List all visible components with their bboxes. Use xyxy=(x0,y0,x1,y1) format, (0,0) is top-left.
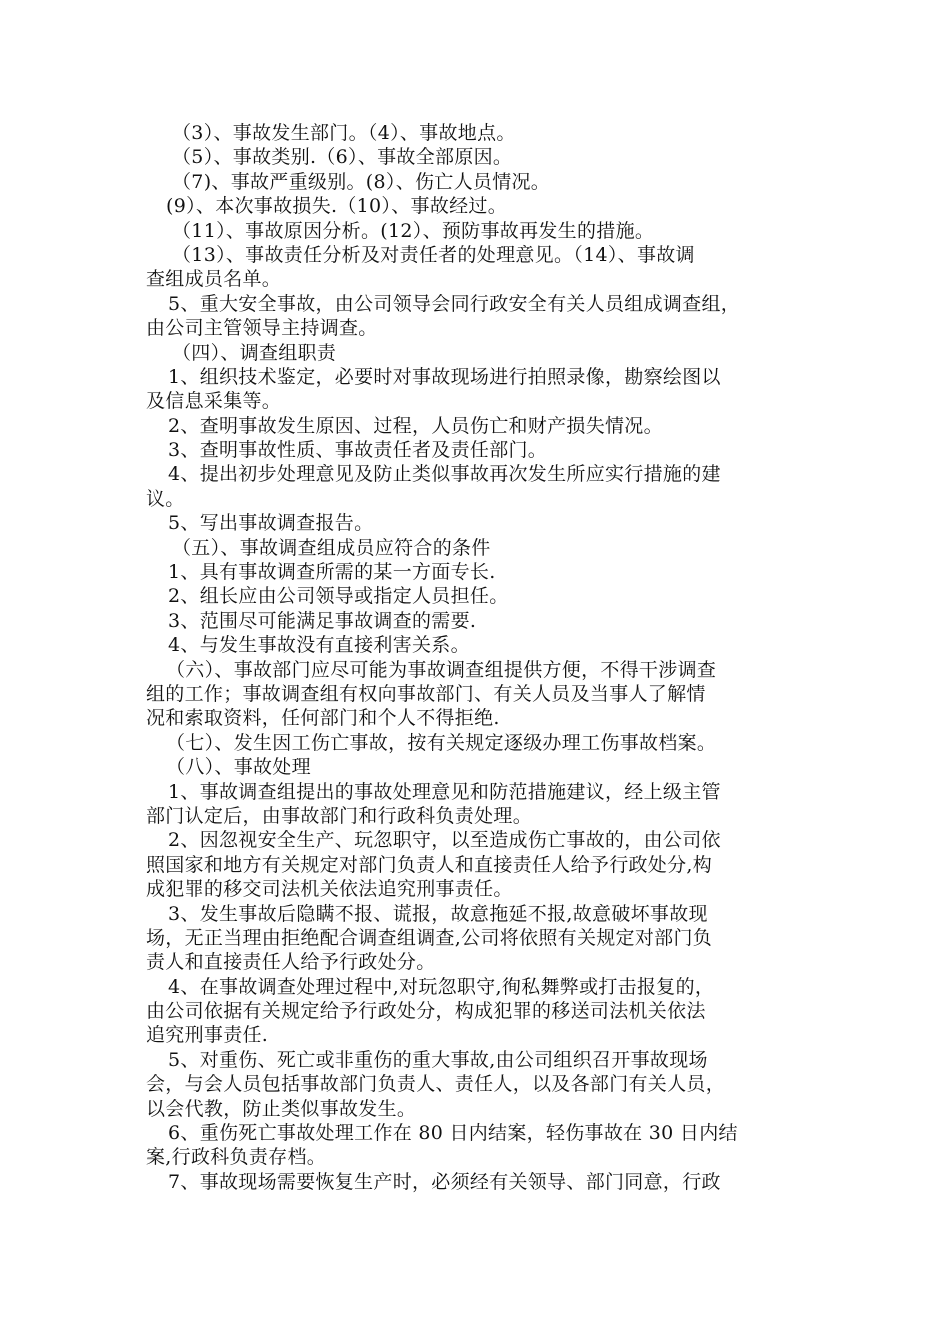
text-line: 4、提出初步处理意见及防止类似事故再次发生所应实行措施的建 xyxy=(168,463,721,486)
text-line: 5、重大安全事故，由公司领导会同行政安全有关人员组成调查组， xyxy=(168,292,741,315)
text-line: 3、范围尽可能满足事故调查的需要. xyxy=(168,609,477,632)
text-line: （13）、事故责任分析及对责任者的处理意见。（14）、事故调 xyxy=(172,243,695,266)
text-line: 查组成员名单。 xyxy=(146,268,282,291)
text-line: （七）、发生因工伤亡事故，按有关规定逐级办理工伤事故档案。 xyxy=(166,731,717,754)
text-line: 组的工作；事故调查组有权向事故部门、有关人员及当事人了解情 xyxy=(146,682,706,705)
text-line: 7、事故现场需要恢复生产时，必须经有关领导、部门同意，行政 xyxy=(168,1170,721,1193)
text-line: 4、在事故调查处理过程中,对玩忽职守,徇私舞弊或打击报复的， xyxy=(168,975,715,998)
text-line: 追究刑事责任. xyxy=(146,1024,269,1047)
text-line: 照国家和地方有关规定对部门负责人和直接责任人给予行政处分,构 xyxy=(146,853,713,876)
text-line: （八）、事故处理 xyxy=(166,756,311,779)
text-line: 议。 xyxy=(146,487,185,510)
text-line: 4、与发生事故没有直接利害关系。 xyxy=(168,634,470,657)
text-line: 成犯罪的移交司法机关依法追究刑事责任。 xyxy=(146,878,513,901)
text-line: 2、因忽视安全生产、玩忽职守，以至造成伤亡事故的，由公司依 xyxy=(168,829,721,852)
text-line: 1、事故调查组提出的事故处理意见和防范措施建议，经上级主管 xyxy=(168,780,721,803)
text-line: （3）、事故发生部门。（4）、事故地点。 xyxy=(172,122,516,144)
text-line: 2、查明事故发生原因、过程，人员伤亡和财产损失情况。 xyxy=(168,414,663,437)
text-line: （11）、事故原因分析。(12）、预防事故再发生的措施。 xyxy=(172,219,655,242)
text-line: （5）、事故类别.（6）、事故全部原因。 xyxy=(172,146,513,169)
text-line: 案,行政科负责存档。 xyxy=(146,1146,327,1169)
text-line: 由公司主管领导主持调查。 xyxy=(146,317,378,340)
text-line: （六）、事故部门应尽可能为事故调查组提供方便，不得干涉调查 xyxy=(166,658,717,681)
text-line: （五）、事故调查组成员应符合的条件 xyxy=(172,536,491,559)
text-line: 1、具有事故调查所需的某一方面专长. xyxy=(168,561,496,584)
document-body xyxy=(146,121,836,1194)
text-line: (9）、本次事故损失.（10）、事故经过。 xyxy=(166,195,508,218)
text-line: 况和索取资料，任何部门和个人不得拒绝. xyxy=(146,707,500,730)
text-line: 2、组长应由公司领导或指定人员担任。 xyxy=(168,585,509,608)
text-line: 由公司依据有关规定给予行政处分，构成犯罪的移送司法机关依法 xyxy=(146,1000,706,1023)
text-line: 及信息采集等。 xyxy=(146,390,282,413)
text-line: 会，与会人员包括事故部门负责人、责任人，以及各部门有关人员， xyxy=(146,1073,726,1096)
text-line: 责人和直接责任人给予行政处分。 xyxy=(146,951,436,974)
text-line: 5、对重伤、死亡或非重伤的重大事故,由公司组织召开事故现场 xyxy=(168,1048,708,1071)
text-line: 5、写出事故调查报告。 xyxy=(168,512,374,535)
text-line: 1、组织技术鉴定，必要时对事故现场进行拍照录像，勘察绘图以 xyxy=(168,365,721,388)
text-line: 部门认定后，由事故部门和行政科负责处理。 xyxy=(146,804,533,827)
text-line: （7)、事故严重级别。(8）、伤亡人员情况。 xyxy=(172,170,551,193)
text-line: 3、发生事故后隐瞒不报、谎报，故意拖延不报,故意破坏事故现 xyxy=(168,902,708,925)
text-line: 6、重伤死亡事故处理工作在 80 日内结案，轻伤事故在 30 日内结 xyxy=(168,1122,738,1145)
text-line: 场，无正当理由拒绝配合调查组调查,公司将依照有关规定对部门负 xyxy=(146,926,713,949)
text-line: （四）、调查组职责 xyxy=(172,341,337,364)
text-line: 以会代教，防止类似事故发生。 xyxy=(146,1097,417,1120)
text-line: 3、查明事故性质、事故责任者及责任部门。 xyxy=(168,439,548,462)
